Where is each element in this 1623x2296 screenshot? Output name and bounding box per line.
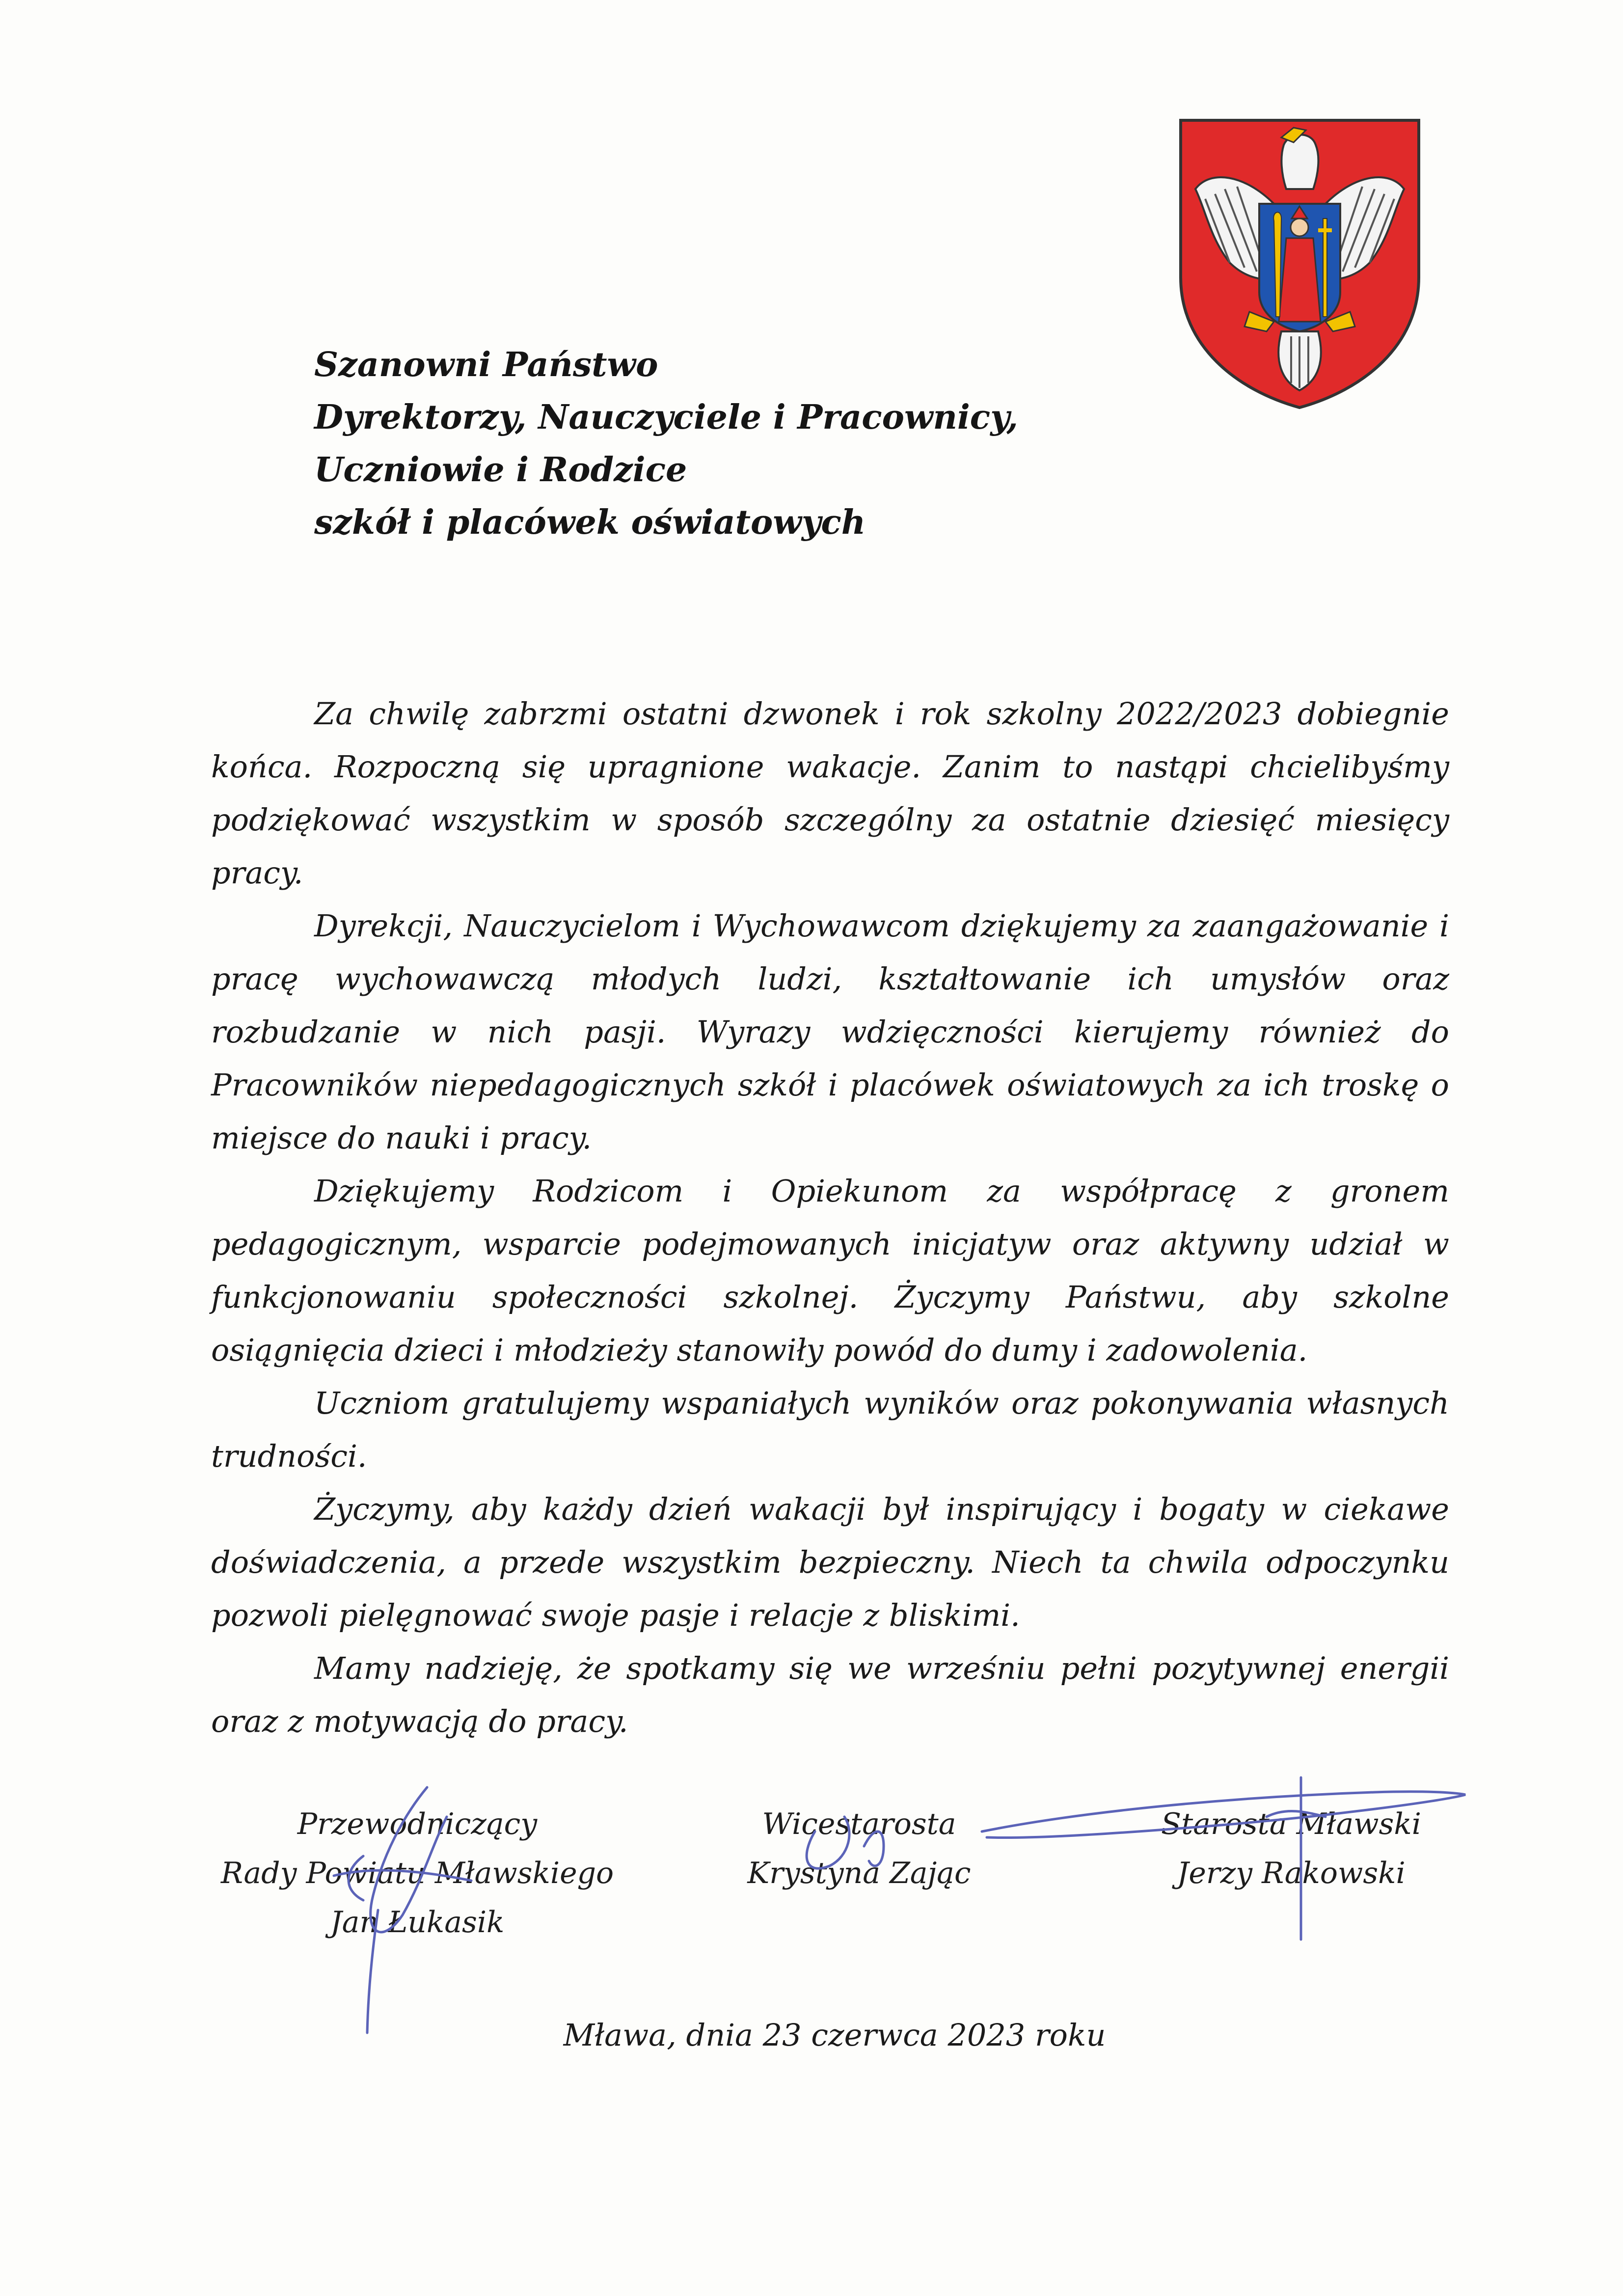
body-paragraph: Dyrekcji, Nauczycielom i Wychowawcom dziękujemy za zaangażowanie i pracę wychowawczą młodych ludzi, kształtowanie ich umysłów oraz rozbudzanie w nich pasji. Wyrazy wdzięczności kierujemy również do Pracowników niepedagogicznych szkół i placówek oświatowych za ich troskę o miejsce do nauki i pracy. <box>211 908 1449 1156</box>
body-paragraph: Życzymy, aby każdy dzień wakacji był inspirujący i bogaty w ciekawe doświadczenia, a przede wszystkim bezpieczny. Niech ta chwila odpoczynku pozwoli pielęgnować swoje pasje i relacje z bliskimi. <box>211 1491 1449 1633</box>
signature-name: Jerzy Rakowski <box>1177 1856 1406 1890</box>
salutation-line: Dyrektorzy, Nauczyciele i Pracownicy, <box>314 398 1018 437</box>
signature-role: Rady Powiatu Mławskiego <box>220 1856 614 1890</box>
signature-name: Jan Łukasik <box>330 1905 505 1940</box>
body-paragraph: Dziękujemy Rodzicom i Opiekunom za współpracę z gronem pedagogicznym, wsparcie podejmowanych inicjatyw oraz aktywny udział w funkcjonowaniu społeczności szkolnej. Życzymy Państwu, aby szkolne osiągnięcia dzieci i młodzieży stanowiły powód do dumy i zadowolenia. <box>211 1173 1449 1368</box>
salutation-block <box>314 339 1247 549</box>
salutation-line: Szanowni Państwo <box>314 345 658 384</box>
signature-name: Krystyna Zając <box>747 1856 971 1890</box>
body-paragraph: Uczniom gratulujemy wspaniałych wyników oraz pokonywania własnych trudności. <box>211 1385 1449 1474</box>
salutation-line: Uczniowie i Rodzice <box>314 450 687 490</box>
signature-role: Przewodniczący <box>297 1807 538 1841</box>
signature-block-vice-starost <box>707 1800 1011 1898</box>
signature-block-chairman <box>196 1800 638 1947</box>
place-and-date: Mława, dnia 23 czerwca 2023 roku <box>563 2017 1106 2053</box>
letter-body <box>211 687 1449 1748</box>
body-paragraph: Mamy nadzieję, że spotkamy się we wrześniu pełni pozytywnej energii oraz z motywacją do pracy. <box>211 1650 1449 1739</box>
salutation-line: szkół i placówek oświatowych <box>314 503 866 542</box>
signature-role: Wicestarosta <box>762 1807 956 1841</box>
signature-role: Starosta Mławski <box>1161 1807 1421 1841</box>
signature-block-starost <box>1105 1800 1478 1898</box>
body-paragraph: Za chwilę zabrzmi ostatni dzwonek i rok szkolny 2022/2023 dobiegnie końca. Rozpoczną się upragnione wakacje. Zanim to nastąpi chcielibyśmy podziękować wszystkim w sposób szczególny za ostatnie dziesięć miesięcy pracy. <box>211 696 1449 891</box>
